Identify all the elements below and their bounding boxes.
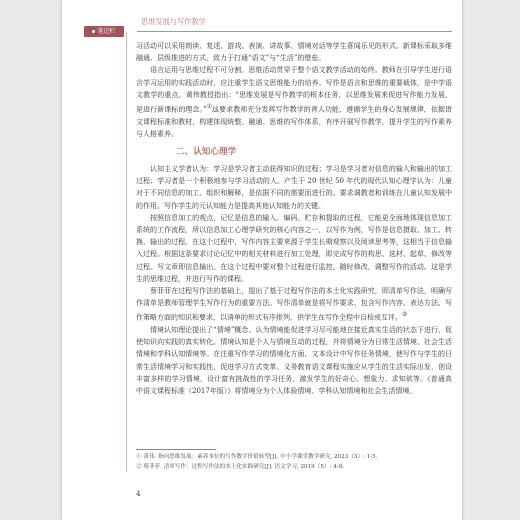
paragraph-6: 情境认知理论提出了“情境”概念。认为情境能促进学习尽可能地在接近真实生活的状态下进行，促使知识向实践的真实转化。情境认知是个人与情境互动的过程，并将情境分为日常生活情境、社会生活情境和学科认知情境等。在注重写作学习的情境化方面，文本设计中写作任务情境，使写作与学生的日常生活情境学习和实践性，促进学习方式变革。义务教育语文课程实施应从学生的生活实际出发，创设丰富多样的学习情境，设计富有挑战性的学习任务，激发学生的好奇心、想象力、求知欲等。《普通高中语文课程标准（2017年版）》将情境分为个人体验情境、学科认知情境和社会生活情境。 [136,325,452,395]
paragraph-2-tail: 这要求教师充分发挥写作教学的育人功能，遵循学生的身心发展规律，依据语文课程标准和教材，构建体现统整、融通、思维的写作体系，有序开展写作教学，提升学生的写作素养与人格素养。 [136,105,452,138]
footnotes [136,452,452,472]
body-text [136,40,452,397]
page-number: 4 [136,489,141,498]
paragraph-5-main: 蔡菲菲在过程写作法的基础上，提出了基于过程写作法的本土化实践研究，即清单写作法，明确写作清单是教师管理学生写作行为的重要方法。写作清单就是将写作要求、包含写作内容、表达方法、写作策略方面的知识和要求，以清单的形式有序排列，供学生在写作全程中自检或互评。 [136,286,452,322]
running-header [137,12,452,32]
section-heading: 二、认知心理学 [176,146,237,157]
footnote-ref-2: ② [402,312,408,319]
book-page [62,0,462,520]
footnote-ref-1: ① [206,104,213,111]
header-title: 思维发展与写作教学 [141,17,206,26]
paragraph-2 [136,64,452,140]
paragraph-3: 认知主义学者认为：学习是学习者主动获得知识的过程；学习是学习者对信息的输入和输出的加工过程；学习者是一个积极地参与学习活动的人。产生于 20 世纪 50 年代的现代认知心理学认为：儿童对于不同信息的加工、组织和解释，是依据不同的需要而进行的。要求调教者和训练在儿童认知发展中的作用。写作学生的元认知能力是提高其他认知能力的关键。 [136,164,452,210]
notes-label: 笔记栏 [97,28,116,35]
notes-margin-rule [126,32,127,472]
paragraph-5 [136,285,452,324]
paragraph-4: 按照信息加工的观点，记忆是信息的输入、编码、贮存和提取的过程，它能更全面地体现信息加工系统的工作流程，所以信息加工心理学研究的核心内容之一，以写作为例，写作是信息摄取、加工、转换、输出的过程。在这个过程中，写作内容主要来源于学生长期观察以及阅读思考等，这相当于信息输入过程。根据这条要求讨论记忆中的相关材料进行加工处理，即完成写作的构思、选材、起草、修改等过程。写文章即信息输出。在这个过程中要对整个过程进行监控，随时修改，调整写作的活动。这是学生的思维过程，并进行写作的课程。 [136,213,452,283]
footnote-1: ① 黄伟. 指向思维发展：素养本位的写作教学价值转型[J]. 中小学课堂教学研究, 2023（3）: 1-5. [136,454,378,460]
footnote-2: ② 蔡菲菲. 清单写作：过程写作法的本土化实践研究[J]. 语文学习, 2019（5）: 4-9. [136,464,344,470]
paragraph-1: 习活动可以采用朗读、复述、游戏、表演、讲故事、情境对话等学生喜闻乐见的形式。新课标采取多维融通、层级推进的方式，致力于打通“语文”与“生活”的壁垒。 [136,42,452,63]
notes-sidebar-tab [84,26,124,37]
paragraph-2-main: 语言运用与思维过程不可分割。思维活动贯穿于整个语文教学活动的始终。教师在引导学生进行语言学习运用的实践活动时，应注重学生语文思维能力的培养。写作是语言和思维的重要载体，是中学语文教学的重点。黄伟教授指出：“思维发展是写作教学的根本任务，以思维发展来促进写作能力发展，是进行新课标的理念。” [136,66,452,114]
footnote-rule [136,449,216,450]
bullet-icon [92,30,95,33]
